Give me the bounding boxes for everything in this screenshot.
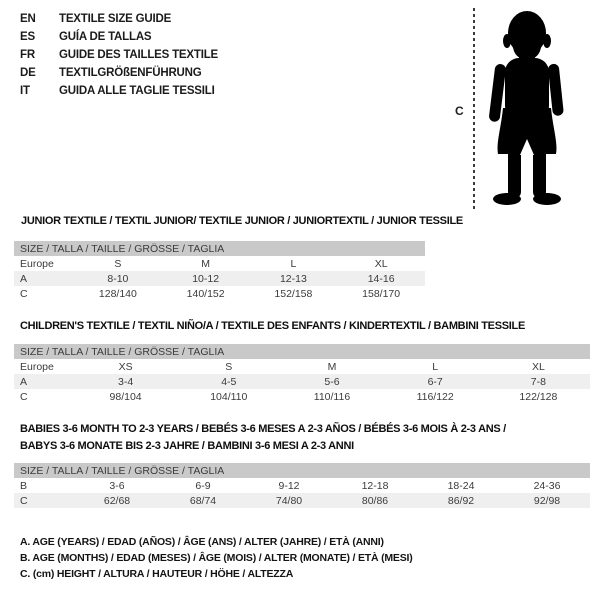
row-label-cell: A xyxy=(14,374,74,389)
size-value-cell: 152/158 xyxy=(274,287,313,300)
size-value-cell: 110/116 xyxy=(313,390,351,403)
size-value-cell: 14-16 xyxy=(337,271,425,286)
size-value-cell: 98/104 xyxy=(109,390,142,403)
table-row xyxy=(14,389,590,404)
size-value-cell: XL xyxy=(531,360,545,373)
height-measure-label: C xyxy=(455,104,464,118)
size-value-cell: 158/170 xyxy=(362,287,401,300)
row-label-cell: Europe xyxy=(20,257,54,270)
babies-size-table xyxy=(14,463,590,508)
table-header-row xyxy=(14,344,590,359)
size-value-cell: 7-8 xyxy=(487,374,590,389)
language-code: ES xyxy=(20,31,35,43)
size-value-cell: L xyxy=(290,257,297,270)
size-value-cell: 12-18 xyxy=(361,479,389,492)
guide-title-fr: GUIDE DES TAILLES TEXTILE xyxy=(59,49,218,61)
language-code: DE xyxy=(20,67,36,79)
size-value-cell: 8-10 xyxy=(74,271,162,286)
table-row xyxy=(14,374,590,389)
size-value-cell: 140/152 xyxy=(186,287,225,300)
size-value-cell: M xyxy=(201,257,210,270)
children-size-table xyxy=(14,344,590,404)
language-row-es xyxy=(20,31,218,49)
row-label-cell: C xyxy=(20,287,28,300)
size-value-cell: 122/128 xyxy=(519,390,558,403)
size-value-cell: 12-13 xyxy=(250,271,338,286)
table-row xyxy=(14,359,590,374)
row-label-cell: C xyxy=(14,493,74,508)
table-row xyxy=(14,493,590,508)
babies-title-line-1: BABIES 3-6 MONTH TO 2-3 YEARS / BEBÉS 3-6 MESES A 2-3 AÑOS / BÉBÉS 3-6 MOIS À 2-3 ANS / xyxy=(20,423,506,435)
baby-silhouette-icon xyxy=(481,8,573,210)
language-code: IT xyxy=(20,85,30,97)
size-value-cell: 6-9 xyxy=(195,479,211,492)
junior-section-title: JUNIOR TEXTILE / TEXTIL JUNIOR/ TEXTILE JUNIOR / JUNIORTEXTIL / JUNIOR TESSILE xyxy=(21,215,463,227)
size-value-cell: 92/98 xyxy=(504,493,590,508)
babies-section-title xyxy=(20,421,506,454)
legend xyxy=(20,536,413,584)
size-value-cell: 116/122 xyxy=(416,390,454,403)
language-row-de xyxy=(20,67,218,85)
language-code: FR xyxy=(20,49,35,61)
babies-title-line-2: BABYS 3-6 MONATE BIS 2-3 JAHRE / BAMBINI 3-6 MESI A 2-3 ANNI xyxy=(20,439,354,452)
size-value-cell: S xyxy=(225,360,233,373)
table-row xyxy=(14,286,425,301)
size-value-cell: 24-36 xyxy=(533,479,561,492)
language-title-list xyxy=(20,13,218,103)
table-header-cell: SIZE / TALLA / TAILLE / GRÖSSE / TAGLIA xyxy=(14,463,590,478)
legend-line-c: C. (cm) HEIGHT / ALTURA / HAUTEUR / HÖHE / ALTEZZA xyxy=(20,568,294,580)
size-value-cell: 18-24 xyxy=(447,479,475,492)
size-value-cell: 68/74 xyxy=(160,493,246,508)
guide-title-es: GUÍA DE TALLAS xyxy=(59,31,152,43)
size-value-cell: XL xyxy=(374,257,388,270)
language-code: EN xyxy=(20,13,36,25)
table-row xyxy=(14,271,425,286)
size-value-cell: M xyxy=(327,360,337,373)
junior-size-table xyxy=(14,241,425,301)
size-value-cell: 80/86 xyxy=(332,493,418,508)
height-measure-line xyxy=(473,8,475,210)
size-value-cell: 86/92 xyxy=(418,493,504,508)
size-value-cell: 6-7 xyxy=(384,374,487,389)
guide-title-de: TEXTILGRÖßENFÜHRUNG xyxy=(59,67,202,79)
size-value-cell: 3-4 xyxy=(74,374,177,389)
language-row-en xyxy=(20,13,218,31)
row-label-cell: C xyxy=(20,390,28,403)
legend-line-b: B. AGE (MONTHS) / EDAD (MESES) / ÂGE (MOIS) / ALTER (MONATE) / ETÀ (MESI) xyxy=(20,552,413,564)
row-label-cell: B xyxy=(20,479,28,492)
guide-title-en: TEXTILE SIZE GUIDE xyxy=(59,13,172,25)
size-value-cell: 10-12 xyxy=(162,271,250,286)
size-value-cell: 62/68 xyxy=(74,493,160,508)
size-value-cell: XS xyxy=(118,360,133,373)
table-header-row xyxy=(14,463,590,478)
size-value-cell: 4-5 xyxy=(177,374,280,389)
size-value-cell: 9-12 xyxy=(278,479,300,492)
language-row-fr xyxy=(20,49,218,67)
size-value-cell: S xyxy=(114,257,122,270)
size-value-cell: 3-6 xyxy=(109,479,125,492)
size-value-cell: 128/140 xyxy=(98,287,137,300)
size-value-cell: 104/110 xyxy=(210,390,248,403)
table-row xyxy=(14,256,425,271)
row-label-cell: Europe xyxy=(20,360,54,373)
guide-title-it: GUIDA ALLE TAGLIE TESSILI xyxy=(59,85,215,97)
table-header-cell: SIZE / TALLA / TAILLE / GRÖSSE / TAGLIA xyxy=(14,344,590,359)
table-header-cell: SIZE / TALLA / TAILLE / GRÖSSE / TAGLIA xyxy=(14,241,425,256)
language-row-it xyxy=(20,85,218,103)
size-value-cell: 5-6 xyxy=(280,374,383,389)
size-value-cell: L xyxy=(432,360,439,373)
row-label-cell: A xyxy=(14,271,74,286)
table-header-row xyxy=(14,241,425,256)
table-row xyxy=(14,478,590,493)
size-value-cell: 74/80 xyxy=(246,493,332,508)
children-section-title: CHILDREN'S TEXTILE / TEXTIL NIÑO/A / TEXTILE DES ENFANTS / KINDERTEXTIL / BAMBINI TESSILE xyxy=(20,320,525,332)
legend-line-a: A. AGE (YEARS) / EDAD (AÑOS) / ÂGE (ANS) / ALTER (JAHRE) / ETÀ (ANNI) xyxy=(20,536,384,548)
